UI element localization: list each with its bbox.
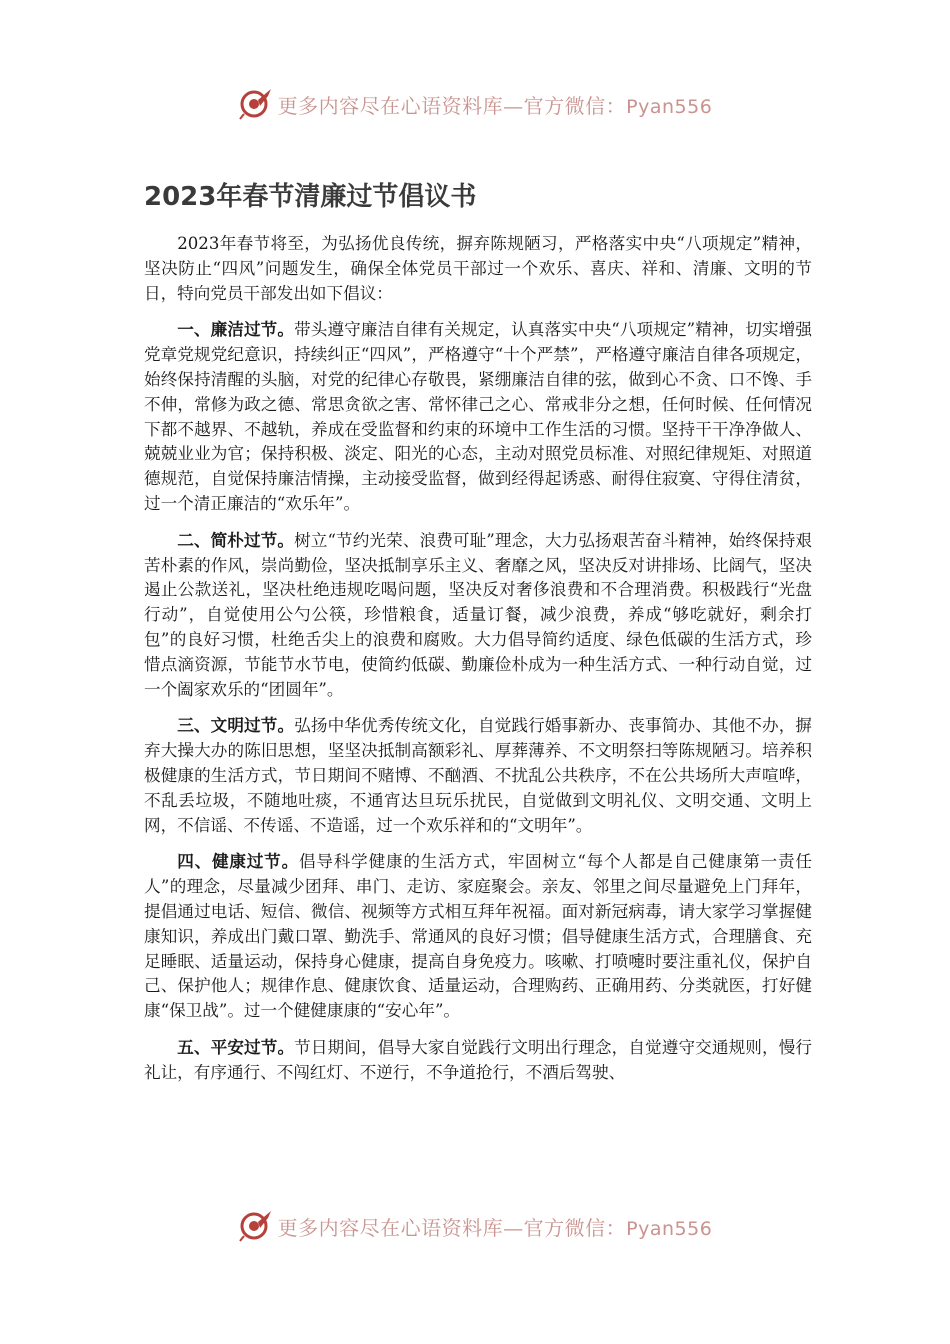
section-body: 倡导科学健康的生活方式，牢固树立“每个人都是自己健康第一责任人”的理念，尽量减少团拜、串门、走访、家庭聚会。亲友、邻里之间尽量避免上门拜年，提倡通过电话、短信、微信、视频等方式相互拜年祝福。面对新冠病毒，请大家学习掌握健康知识，养成出门戴口罩、勤洗手、常通风的良好习惯；倡导健康生活方式，合理膳食、充足睡眠、适量运动，保持身心健康，提高自身免疫力。咳嗽、打喷嚏时要注重礼仪，保护自己、保护他人；规律作息、健康饮食、适量运动，合理购药、正确用药、分类就医，打好健康“保卫战”。过一个健健康康的“安心年”。 bbox=[144, 852, 813, 1021]
section-heading: 四、健康过节。 bbox=[177, 851, 299, 872]
section-heading: 三、文明过节。 bbox=[177, 715, 295, 736]
section-body: 带头遵守廉洁自律有关规定，认真落实中央“八项规定”精神，切实增强党章党规党纪意识，持续纠正“四风”，严格遵守“十个严禁”，严格遵守廉洁自律各项规定，始终保持清醒的头脑，对党的纪律心存敬畏，紧绷廉洁自律的弦，做到心不贪、口不馋、手不伸，常修为政之德、常思贪欲之害、常怀律己之心、常戒非分之想，任何时候、任何情况下都不越界、不越轨，养成在受监督和约束的环境中工作生活的习惯。坚持干干净净做人、兢兢业业为官；保持积极、淡定、阳光的心态，主动对照党员标准、对照纪律规矩、对照道德规范，自觉保持廉洁情操，主动接受监督，做到经得起诱惑、耐得住寂寞、守得住清贫，过一个清正廉洁的“欢乐年”。 bbox=[144, 320, 813, 513]
watermark-text: 更多内容尽在心语资料库—官方微信：Pyan556 bbox=[277, 1215, 713, 1240]
pen-nib-circle-icon bbox=[238, 86, 274, 122]
section-body: 树立“节约光荣、浪费可耻”理念，大力弘扬艰苦奋斗精神，始终保持艰苦朴素的作风，崇尚勤俭，坚决抵制享乐主义、奢靡之风，坚决反对讲排场、比阔气，坚决遏止公款送礼，坚决杜绝违规吃喝问题，坚决反对奢侈浪费和不合理消费。积极践行“光盘行动”，自觉使用公勺公筷，珍惜粮食，适量订餐，减少浪费，养成“够吃就好，剩余打包”的良好习惯，杜绝舌尖上的浪费和腐败。大力倡导简约适度、绿色低碳的生活方式，珍惜点滴资源，节能节水节电，使简约低碳、勤廉俭朴成为一种生活方式、一种行动自觉，过一个阖家欢乐的“团圆年”。 bbox=[144, 530, 813, 699]
section-paragraph bbox=[144, 1035, 812, 1086]
section-paragraph bbox=[144, 849, 812, 1024]
document-body bbox=[144, 232, 812, 1097]
section-heading: 五、平安过节。 bbox=[177, 1036, 295, 1057]
section-heading: 二、简朴过节。 bbox=[177, 529, 295, 550]
section-paragraph bbox=[144, 713, 812, 838]
watermark-text: 更多内容尽在心语资料库—官方微信：Pyan556 bbox=[277, 93, 713, 118]
pen-nib-circle-icon bbox=[238, 1208, 274, 1244]
section-heading: 一、廉洁过节。 bbox=[177, 319, 295, 340]
page-title: 2023年春节清廉过节倡议书 bbox=[144, 182, 477, 212]
section-paragraph bbox=[144, 317, 812, 516]
section-body: 弘扬中华优秀传统文化，自觉践行婚事新办、丧事简办、其他不办，摒弃大操大办的陈旧思想，坚坚决抵制高额彩礼、厚葬薄养、不文明祭扫等陈规陋习。培养积极健康的生活方式，节日期间不赌博、不酗酒、不扰乱公共秩序，不在公共场所大声喧哗，不乱丢垃圾，不随地吐痰，不通宵达旦玩乐扰民，自觉做到文明礼仪、文明交通、文明上网，不信谣、不传谣、不造谣，过一个欢乐祥和的“文明年”。 bbox=[144, 716, 813, 835]
intro-paragraph: 2023年春节将至，为弘扬优良传统，摒弃陈规陋习，严格落实中央“八项规定”精神，坚决防止“四风”问题发生，确保全体党员干部过一个欢乐、喜庆、祥和、清廉、文明的节日，特向党员干部发出如下倡议： bbox=[144, 234, 812, 303]
header-watermark bbox=[0, 82, 950, 126]
section-paragraph bbox=[144, 528, 812, 703]
footer-watermark bbox=[0, 1204, 950, 1248]
section-body: 节日期间，倡导大家自觉践行文明出行理念，自觉遵守交通规则，慢行礼让，有序通行、不闯红灯、不逆行，不争道抢行，不酒后驾驶、 bbox=[144, 1037, 813, 1082]
